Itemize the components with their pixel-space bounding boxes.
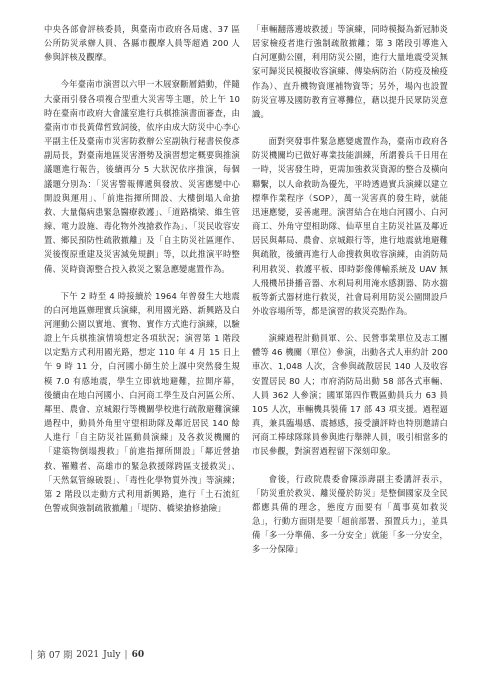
paragraph: 面對突發事件緊急應變處置作為，臺南市政府各防災機關均已做好專業技能訓練，所謂養兵千日用在一時，災害發生時，更需加強救災資源的整合及橫向聯繫，以人命救助為優先，平時透過實兵演練以建立標準作業程序（SOP），萬一災害真的發生時，就能迅速應變，妥善處理。演習結合在地白河國小、白河商工、外角守望相助隊、仙草里自主防災社區及鄰近居民與鄰局、農會、京城銀行等，進行地震就地避難與疏散，後續再進行人命搜救與收容演練，由消防局利用救災、救護平板、即時影像傳輸系統及 UAV 無人飛機吊掛播音器、水利局利用淹水感測器、防水擋板等新式器材進行救災，社會局利用防災公園開設戶外收容場所等，都是演習的救災亮點作為。 <box>252 136 448 316</box>
paragraph: 演練過程計動員軍、公、民營事業單位及志工團體等 46 機關（單位）參演，出動各式人車約計 200 車次、1,048 人次，含參與疏散居民 140 人及收容安置居民 80 人；市府消防局出動 58 部各式車輛、人員 362 人參演；國軍第四作戰區動員兵力 63 員 105 人次，車輛機具裝備 17 部 43 項支援。過程逼真，兼具臨場感、震撼感，接受讀評時也特別邀請白河商工棒球隊隊員參與進行舉牌人員，吸引相當多的市民參觀，對演習過程留下深刻印象。 <box>252 333 448 457</box>
page-footer <box>30 648 144 661</box>
page-number: 60 <box>131 649 145 660</box>
footer-divider: | <box>30 649 34 660</box>
right-column <box>252 22 448 569</box>
paragraph: 中央各部會評核委員，與臺南市政府各局處、37 區公所防災承辦人員、各縣市觀摩人員等超過 200 人參與評核及觀摩。 <box>44 24 240 63</box>
footer-month: July <box>103 649 121 660</box>
paragraph: 會後，行政院農委會陳添壽副主委講評表示，「防災重於救災、離災優於防災」是整個國家及全民都應具備的理念，態度方面要有「萬事莫如救災急」，行動方面則是要「超前部署、預置兵力」，並具備「多一分準備、多一分安全」就能「多一分安全，多一分保障」 <box>252 473 448 555</box>
footer-divider: | <box>124 649 128 660</box>
paragraph: 下午 2 時至 4 時接續於 1964 年曾發生大地震的白河地區辦理實兵演練，利用國光路、新興路及白河運動公園以實地、實物、實作方式進行演練，以驗證上午兵棋推演情境想定各項狀況；演習第 1 階段以定點方式利用國光路，想定 110 年 4 月 15 日上午 9 時 11 分，白河國小師生於上課中突然發生規模 7.0 有感地震，學生立即就地避難，拉開序幕，後續由在地白河國小、白河商工學生及白河區公所、鄰里、農會、京城銀行等機關學校進行疏散避難演練過程中，動員外角里守望相助隊及鄰近居民 140 餘人進行「自主防災社區動員演練」及各救災機關的「建築物倒塌搜救」「前進指揮所開設」「鄰近營搶救、罹難者、高雄市的緊急救援隊跨區支援救災」、「天然氣管線破裂」、「毒性化學物質外洩」等演練；第 2 階段以走動方式利用新興路，進行「土石流紅色警戒與強制疏散撤離」「堤防、橋梁搶修搶險」 <box>44 290 240 513</box>
left-column <box>44 22 240 528</box>
footer-issue: 第 07 期 <box>37 651 73 661</box>
footer-year: 2021 <box>76 649 100 660</box>
paragraph: 「車輛翻落邊坡救援」等演練，同時模擬為新冠肺炎居家檢疫者進行強制疏散撤離；第 3 階段引導進入白河運動公園，利用防災公園，進行大量地震受災無家可歸災民模擬收容演練、傳染病防治（防疫及檢疫作為）、直升機物資運補物資等；另外，場內也設置防災宣導及國防教育宣導攤位，藉以提升民眾防災意識。 <box>252 24 448 119</box>
paragraph: 今年臺南市演習以六甲一木屐寮斷層錯動，伴隨大豪雨引發各項複合型重大災害等主題，於上午 10 時在臺南市政府大會議室進行兵棋推演書面審查，由臺南市市長黃偉哲致詞後，依序由成大防災中心李心平副主任及臺南市災害防救辦公室副執行秘書侯俊彥副局長，對臺南地區災害潛勢及演習想定概要與推演議題進行報告，後續再分 5 大狀況依序推演，每個議題分別為：「災害警報傳遞與發放、災害應變中心開設與運用」、「前進指揮所開設、大樓倒塌人命搶救、大量傷病患緊急醫療救護」、「道路橋梁、維生管線、電力設施、毒化物外洩搶救作為」、「災民收容安置、鄉民預防性疏散撤離」及「自主防災社區運作、災後復原重建及災害減免規劃」等，以此推演平時整備、災時資源整合投入救災之緊急應變處置作為。 <box>44 79 240 274</box>
